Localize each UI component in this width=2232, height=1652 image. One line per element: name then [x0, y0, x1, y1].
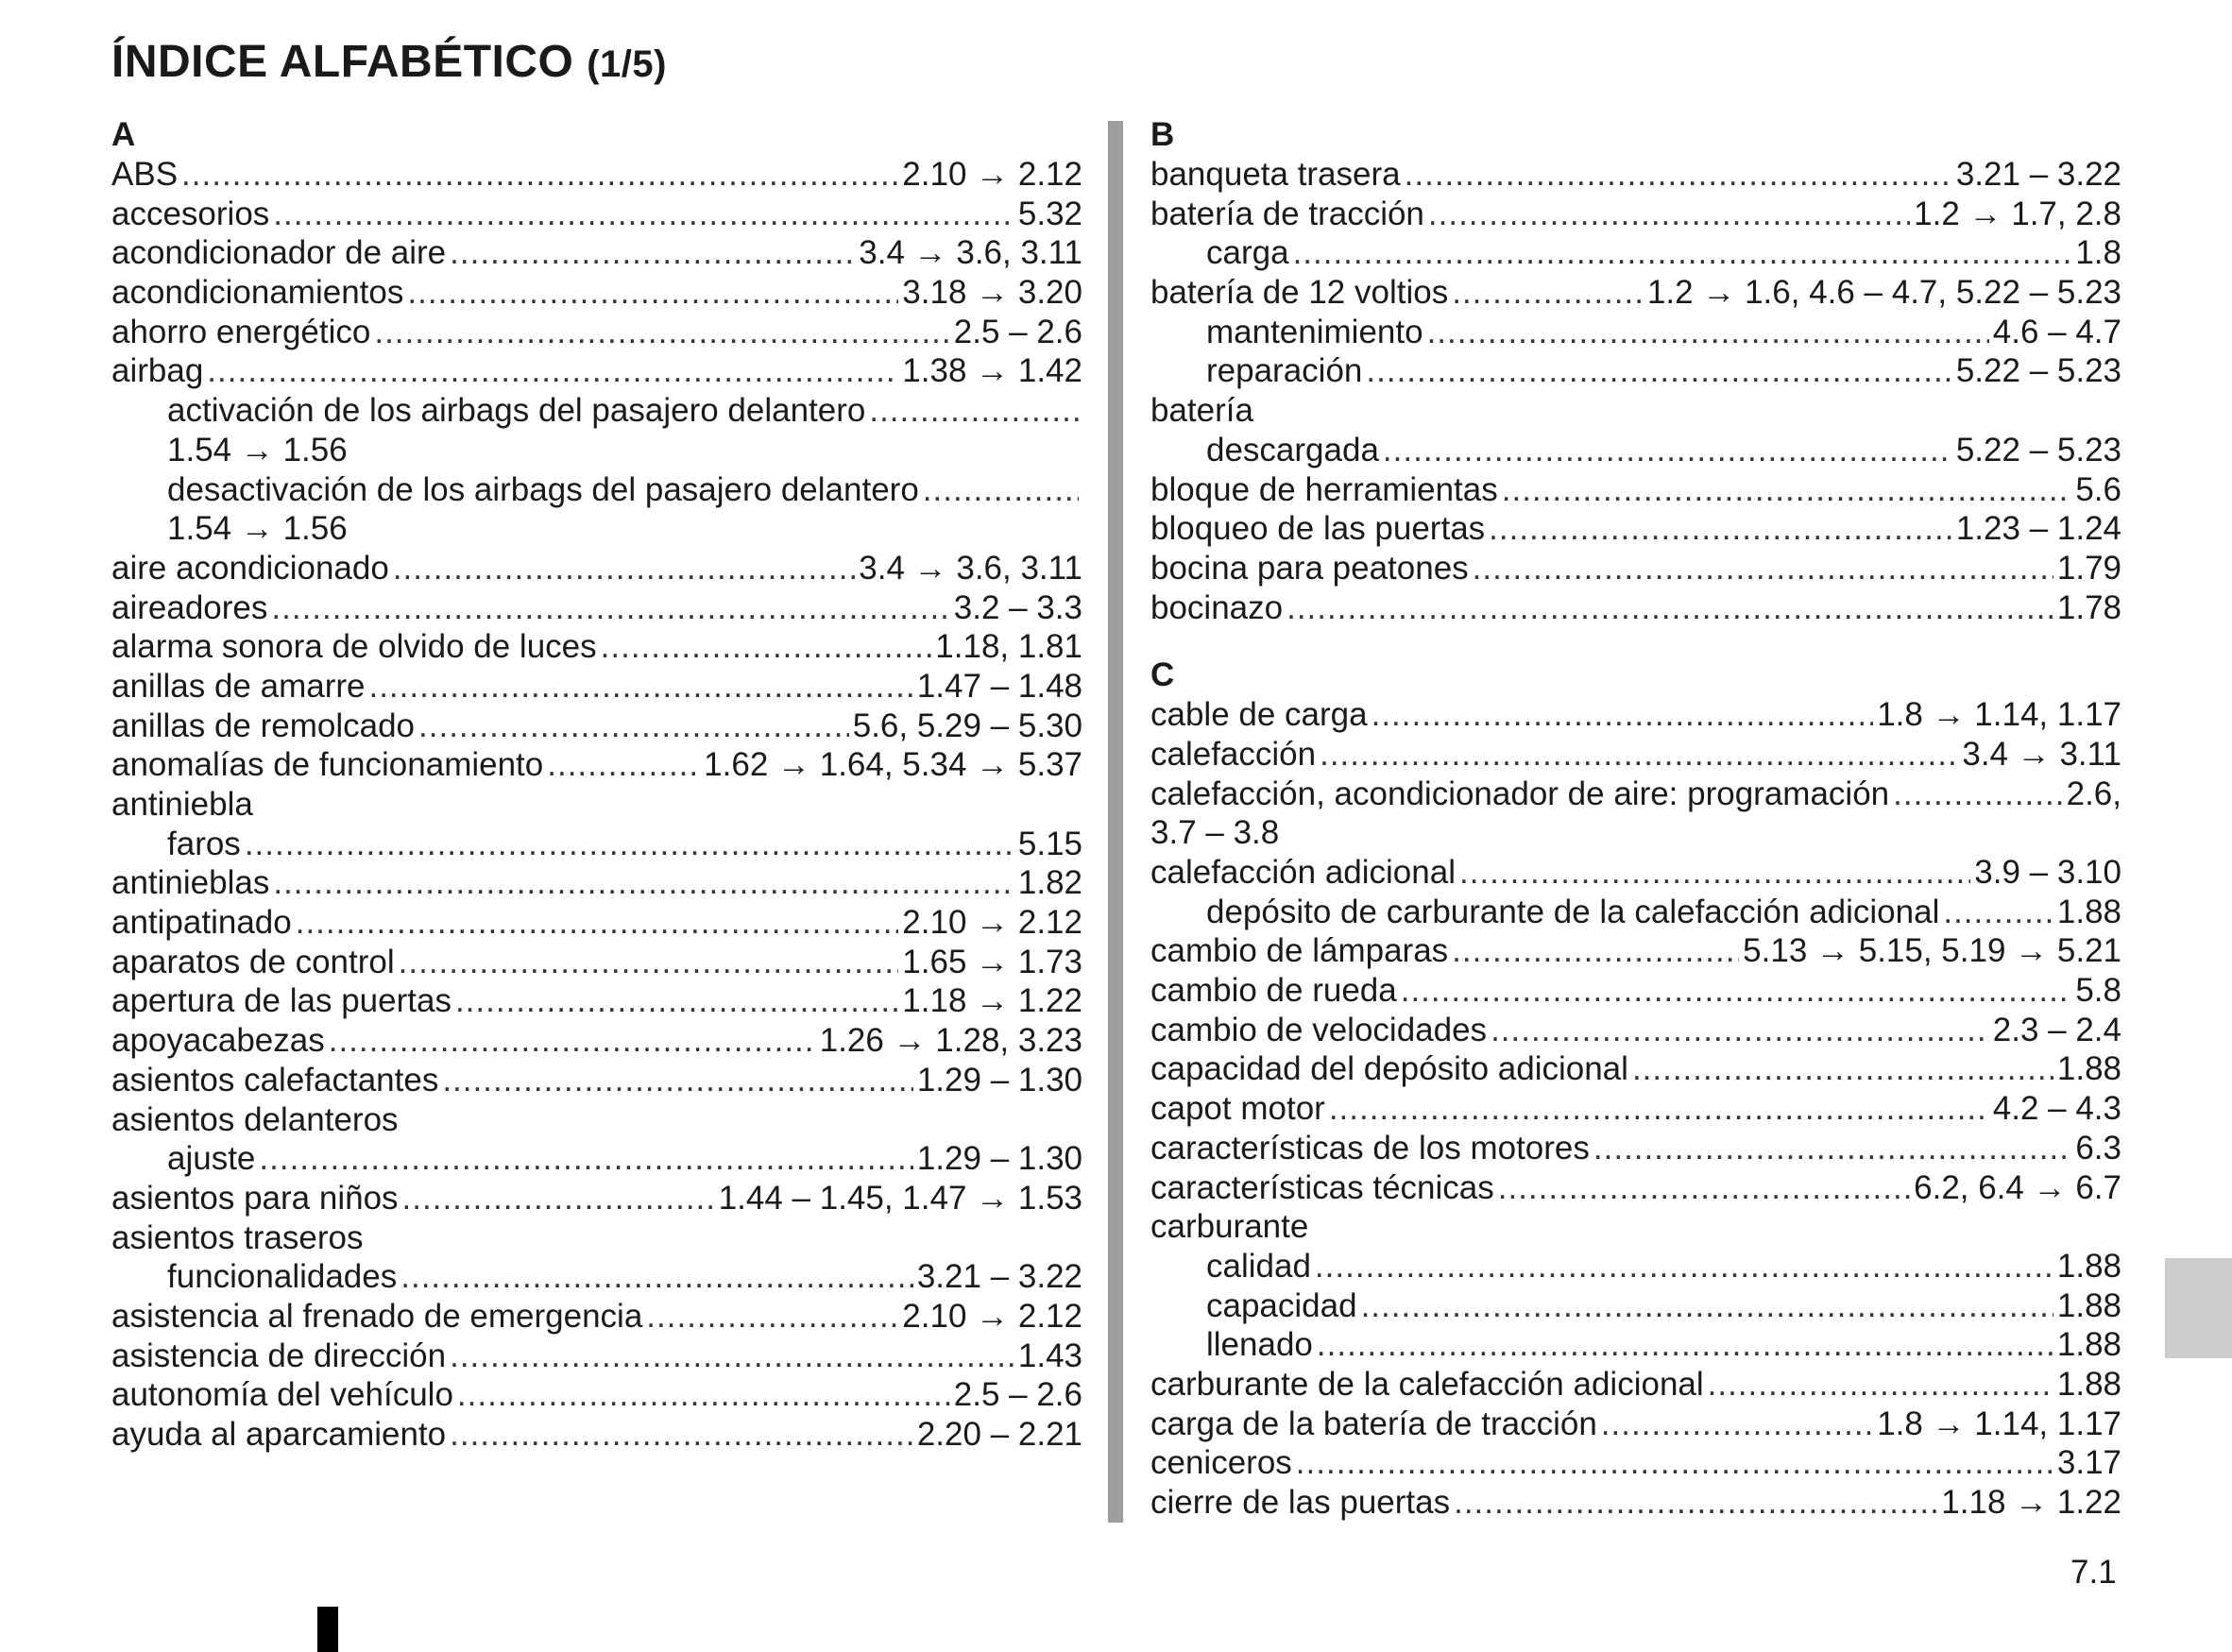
entry-term: batería de 12 voltios [1150, 274, 1449, 312]
index-entry [111, 707, 1082, 746]
entry-term: acondicionamientos [111, 274, 404, 312]
entry-pages: 2.3 – 2.4 [1992, 1011, 2121, 1048]
entry-pages: 1.44 – 1.45, 1.47 → 1.53 [718, 1179, 1082, 1217]
entry-pages: 1.88 [2056, 1050, 2121, 1088]
entry-pages: 1.29 – 1.30 [916, 1140, 1082, 1178]
section-letter-a: A [111, 116, 136, 153]
index-entry [1150, 695, 2121, 735]
entry-term: asientos para niños [111, 1179, 399, 1217]
index-entry [1150, 588, 2121, 628]
entry-pages: 3.18 → 3.20 [902, 274, 1082, 312]
entry-term: ahorro energético [111, 313, 371, 350]
index-entry [111, 627, 1082, 667]
entry-term: asientos traseros [111, 1218, 364, 1256]
entry-term: apoyacabezas [111, 1022, 325, 1060]
index-entry [111, 273, 1082, 313]
entry-term: asistencia al frenado de emergencia [111, 1297, 643, 1335]
index-entry [1150, 509, 2121, 549]
entry-term: cambio de velocidades [1150, 1011, 1488, 1048]
entry-pages: 2.10 → 2.12 [902, 1297, 1082, 1335]
index-entry [1150, 470, 2121, 510]
entry-term: apertura de las puertas [111, 982, 452, 1020]
index-subentry-continuation [111, 509, 1082, 549]
entry-pages: 1.29 – 1.30 [916, 1061, 1082, 1098]
entry-term: ABS [111, 156, 179, 193]
index-entry [1150, 1089, 2121, 1129]
entry-term: ceniceros [1150, 1444, 1292, 1482]
entry-term: mantenimiento [1206, 313, 1423, 350]
entry-pages: 1.18, 1.81 [935, 628, 1082, 666]
entry-pages: 5.22 – 5.23 [1955, 431, 2121, 468]
entry-pages: 2.5 – 2.6 [953, 313, 1082, 350]
index-entry [1150, 853, 2121, 893]
entry-pages: 1.78 [2056, 588, 2121, 626]
index-entry [111, 351, 1082, 391]
entry-pages: 1.18 → 1.22 [1941, 1484, 2121, 1521]
entry-pages: 1.38 → 1.42 [902, 352, 1082, 390]
entry-term: bloqueo de las puertas [1150, 510, 1486, 548]
entry-term: desactivación de los airbags del pasajero delantero [167, 470, 919, 508]
index-entry-continuation [1150, 813, 2121, 853]
index-entry [1150, 971, 2121, 1011]
index-entry [1150, 273, 2121, 313]
entry-term: calefacción adicional [1150, 854, 1456, 891]
entry-term: llenado [1206, 1326, 1313, 1364]
index-entry [1150, 1049, 2121, 1089]
entry-pages: 1.54 → 1.56 [167, 510, 348, 548]
index-entry [111, 1061, 1082, 1100]
entry-term: banqueta trasera [1150, 156, 1401, 193]
page-title [111, 36, 667, 88]
index-entry [1150, 549, 2121, 588]
entry-pages: 1.88 [2056, 1247, 2121, 1285]
entry-term: depósito de carburante de la calefacción adicional [1206, 893, 1940, 930]
entry-term: carburante de la calefacción adicional [1150, 1365, 1704, 1403]
page-number: 7.1 [2070, 1554, 2117, 1591]
entry-term: alarma sonora de olvido de luces [111, 628, 597, 666]
index-entry [111, 233, 1082, 273]
entry-term: cierre de las puertas [1150, 1484, 1451, 1521]
entry-pages: 6.3 [2075, 1129, 2121, 1167]
index-entry [111, 745, 1082, 785]
index-entry [111, 549, 1082, 588]
entry-pages: 1.88 [2056, 1326, 2121, 1364]
entry-term: calefacción, acondicionador de aire: programación [1150, 775, 1890, 812]
entry-pages: 5.13 → 5.15, 5.19 → 5.21 [1743, 932, 2121, 970]
index-entry [1150, 931, 2121, 971]
entry-term: batería [1150, 392, 1253, 430]
index-entry [111, 313, 1082, 352]
index-entry [1150, 1365, 2121, 1405]
index-entry [111, 195, 1082, 234]
entry-pages: 1.2 → 1.6, 4.6 – 4.7, 5.22 – 5.23 [1646, 274, 2121, 312]
entry-pages: 4.6 – 4.7 [1992, 313, 2121, 350]
entry-term: asistencia de dirección [111, 1337, 447, 1374]
entry-term: antiniebla [111, 786, 253, 823]
index-column-right [1150, 115, 2121, 1523]
entry-pages: 1.65 → 1.73 [902, 943, 1082, 980]
index-subentry [1150, 1286, 2121, 1326]
entry-term: cable de carga [1150, 696, 1368, 734]
entry-pages: 1.88 [2056, 1365, 2121, 1403]
entry-pages: 1.88 [2056, 1286, 2121, 1324]
index-entry [111, 903, 1082, 943]
entry-pages: 5.8 [2075, 972, 2121, 1010]
index-entry [1150, 195, 2121, 234]
entry-term: bloque de herramientas [1150, 470, 1498, 508]
index-entry [1150, 1483, 2121, 1523]
entry-term: capacidad del depósito adicional [1150, 1050, 1628, 1088]
index-subentry [1150, 313, 2121, 352]
entry-pages: 1.54 → 1.56 [167, 431, 348, 468]
title-part: (1/5) [587, 43, 667, 85]
entry-pages: 3.21 – 3.22 [916, 1258, 1082, 1296]
entry-pages: 5.22 – 5.23 [1955, 352, 2121, 390]
entry-term: capot motor [1150, 1090, 1325, 1128]
entry-pages: 1.82 [1017, 864, 1082, 902]
entry-term: descargada [1206, 431, 1379, 468]
index-subentry [111, 825, 1082, 864]
entry-pages: 5.15 [1017, 825, 1082, 862]
entry-term: capacidad [1206, 1286, 1357, 1324]
entry-term: anillas de amarre [111, 667, 366, 705]
entry-term: carburante [1150, 1208, 1309, 1246]
entry-term: accesorios [111, 195, 270, 232]
index-entry [1150, 735, 2121, 775]
entry-pages: 3.4 → 3.11 [1962, 735, 2121, 773]
entry-term: asientos delanteros [111, 1100, 399, 1138]
entry-pages: 1.43 [1017, 1337, 1082, 1374]
entry-pages: 1.8 → 1.14, 1.17 [1877, 1405, 2121, 1442]
index-entry [111, 943, 1082, 982]
entry-term: activación de los airbags del pasajero delantero [167, 392, 866, 430]
index-subentry [111, 1257, 1082, 1297]
index-entry [111, 155, 1082, 195]
section-letter-c: C [1150, 656, 1175, 694]
entry-pages: 1.2 → 1.7, 2.8 [1914, 195, 2121, 232]
title-main: ÍNDICE ALFABÉTICO [111, 37, 574, 87]
entry-term: autonomía del vehículo [111, 1376, 453, 1414]
entry-pages: 5.6 [2075, 470, 2121, 508]
entry-pages: 3.17 [2056, 1444, 2121, 1482]
entry-pages: 5.6, 5.29 – 5.30 [852, 707, 1082, 744]
chapter-tab [2165, 1258, 2232, 1358]
entry-pages: 2.6, [2066, 775, 2121, 812]
entry-term: anillas de remolcado [111, 707, 416, 744]
entry-pages: 3.4 → 3.6, 3.11 [859, 549, 1082, 587]
entry-term: calefacción [1150, 735, 1317, 773]
entry-pages: 2.10 → 2.12 [902, 156, 1082, 193]
column-divider [1108, 121, 1123, 1523]
index-subentry [111, 391, 1082, 431]
entry-pages: 1.23 – 1.24 [1955, 510, 2121, 548]
entry-pages: 5.32 [1017, 195, 1082, 232]
index-heading-entry [1150, 1207, 2121, 1247]
index-entry [111, 981, 1082, 1021]
index-entry [111, 1179, 1082, 1218]
index-entry [111, 667, 1082, 707]
section-letter-b: B [1150, 116, 1175, 153]
index-entry [111, 863, 1082, 903]
index-subentry [1150, 233, 2121, 273]
entry-pages: 2.20 – 2.21 [916, 1416, 1082, 1453]
entry-pages: 3.4 → 3.6, 3.11 [859, 234, 1082, 272]
index-heading-entry [111, 1100, 1082, 1140]
index-subentry [1150, 893, 2121, 932]
entry-term: carga [1206, 234, 1289, 272]
index-subentry-continuation [111, 431, 1082, 470]
index-entry [1150, 775, 2121, 814]
entry-term: aire acondicionado [111, 549, 389, 587]
entry-term: faros [167, 825, 241, 862]
entry-term: antinieblas [111, 864, 270, 902]
entry-pages: 3.2 – 3.3 [953, 588, 1082, 626]
index-subentry [1150, 431, 2121, 470]
index-entry [111, 588, 1082, 628]
entry-term: características de los motores [1150, 1129, 1590, 1167]
entry-pages: 1.79 [2056, 549, 2121, 587]
entry-pages: 3.9 – 3.10 [1974, 854, 2121, 891]
entry-term: ayuda al aparcamiento [111, 1416, 447, 1453]
entry-pages: 1.47 – 1.48 [916, 667, 1082, 705]
index-subentry [1150, 1247, 2121, 1286]
entry-term: anomalías de funcionamiento [111, 746, 544, 784]
entry-pages: 6.2, 6.4 → 6.7 [1914, 1168, 2121, 1206]
entry-term: ajuste [167, 1140, 256, 1178]
entry-term: aparatos de control [111, 943, 395, 980]
index-subentry [1150, 351, 2121, 391]
index-entry [1150, 1443, 2121, 1483]
entry-term: bocinazo [1150, 588, 1284, 626]
index-heading-entry [1150, 391, 2121, 431]
entry-term: asientos calefactantes [111, 1061, 439, 1098]
entry-pages: 1.88 [2056, 893, 2121, 930]
entry-term: cambio de lámparas [1150, 932, 1449, 970]
entry-term: acondicionador de aire [111, 234, 447, 272]
entry-pages: 2.10 → 2.12 [902, 904, 1082, 942]
index-entry [111, 1297, 1082, 1337]
print-mark [317, 1607, 338, 1652]
index-subentry [1150, 1325, 2121, 1365]
index-entry [1150, 1129, 2121, 1168]
index-heading-entry [111, 785, 1082, 825]
entry-term: bocina para peatones [1150, 549, 1469, 587]
entry-pages: 1.62 → 1.64, 5.34 → 5.37 [704, 746, 1082, 784]
index-entry [111, 1337, 1082, 1376]
entry-term: funcionalidades [167, 1258, 398, 1296]
entry-term: antipatinado [111, 904, 292, 942]
index-entry [1150, 1405, 2121, 1444]
entry-pages: 1.8 [2075, 234, 2121, 272]
index-entry [111, 1375, 1082, 1415]
entry-term: cambio de rueda [1150, 972, 1397, 1010]
entry-pages: 1.18 → 1.22 [902, 982, 1082, 1020]
index-entry [1150, 1011, 2121, 1050]
index-heading-entry [111, 1218, 1082, 1258]
entry-term: calidad [1206, 1247, 1311, 1285]
entry-term: aireadores [111, 588, 268, 626]
entry-pages: 4.2 – 4.3 [1992, 1090, 2121, 1128]
entry-pages: 1.8 → 1.14, 1.17 [1877, 696, 2121, 734]
index-subentry [111, 1139, 1082, 1179]
entry-pages: 2.5 – 2.6 [953, 1376, 1082, 1414]
entry-term: carga de la batería de tracción [1150, 1405, 1597, 1442]
index-entry [1150, 1168, 2121, 1208]
entry-term: airbag [111, 352, 204, 390]
index-entry [1150, 155, 2121, 195]
index-column-left [111, 115, 1082, 1455]
index-subentry [111, 470, 1082, 510]
index-entry [111, 1021, 1082, 1061]
entry-term: reparación [1206, 352, 1363, 390]
entry-pages: 3.21 – 3.22 [1955, 156, 2121, 193]
entry-term: batería de tracción [1150, 195, 1424, 232]
entry-pages: 3.7 – 3.8 [1150, 814, 1280, 852]
index-entry [111, 1415, 1082, 1455]
entry-pages: 1.26 → 1.28, 3.23 [819, 1022, 1082, 1060]
entry-term: características técnicas [1150, 1168, 1494, 1206]
